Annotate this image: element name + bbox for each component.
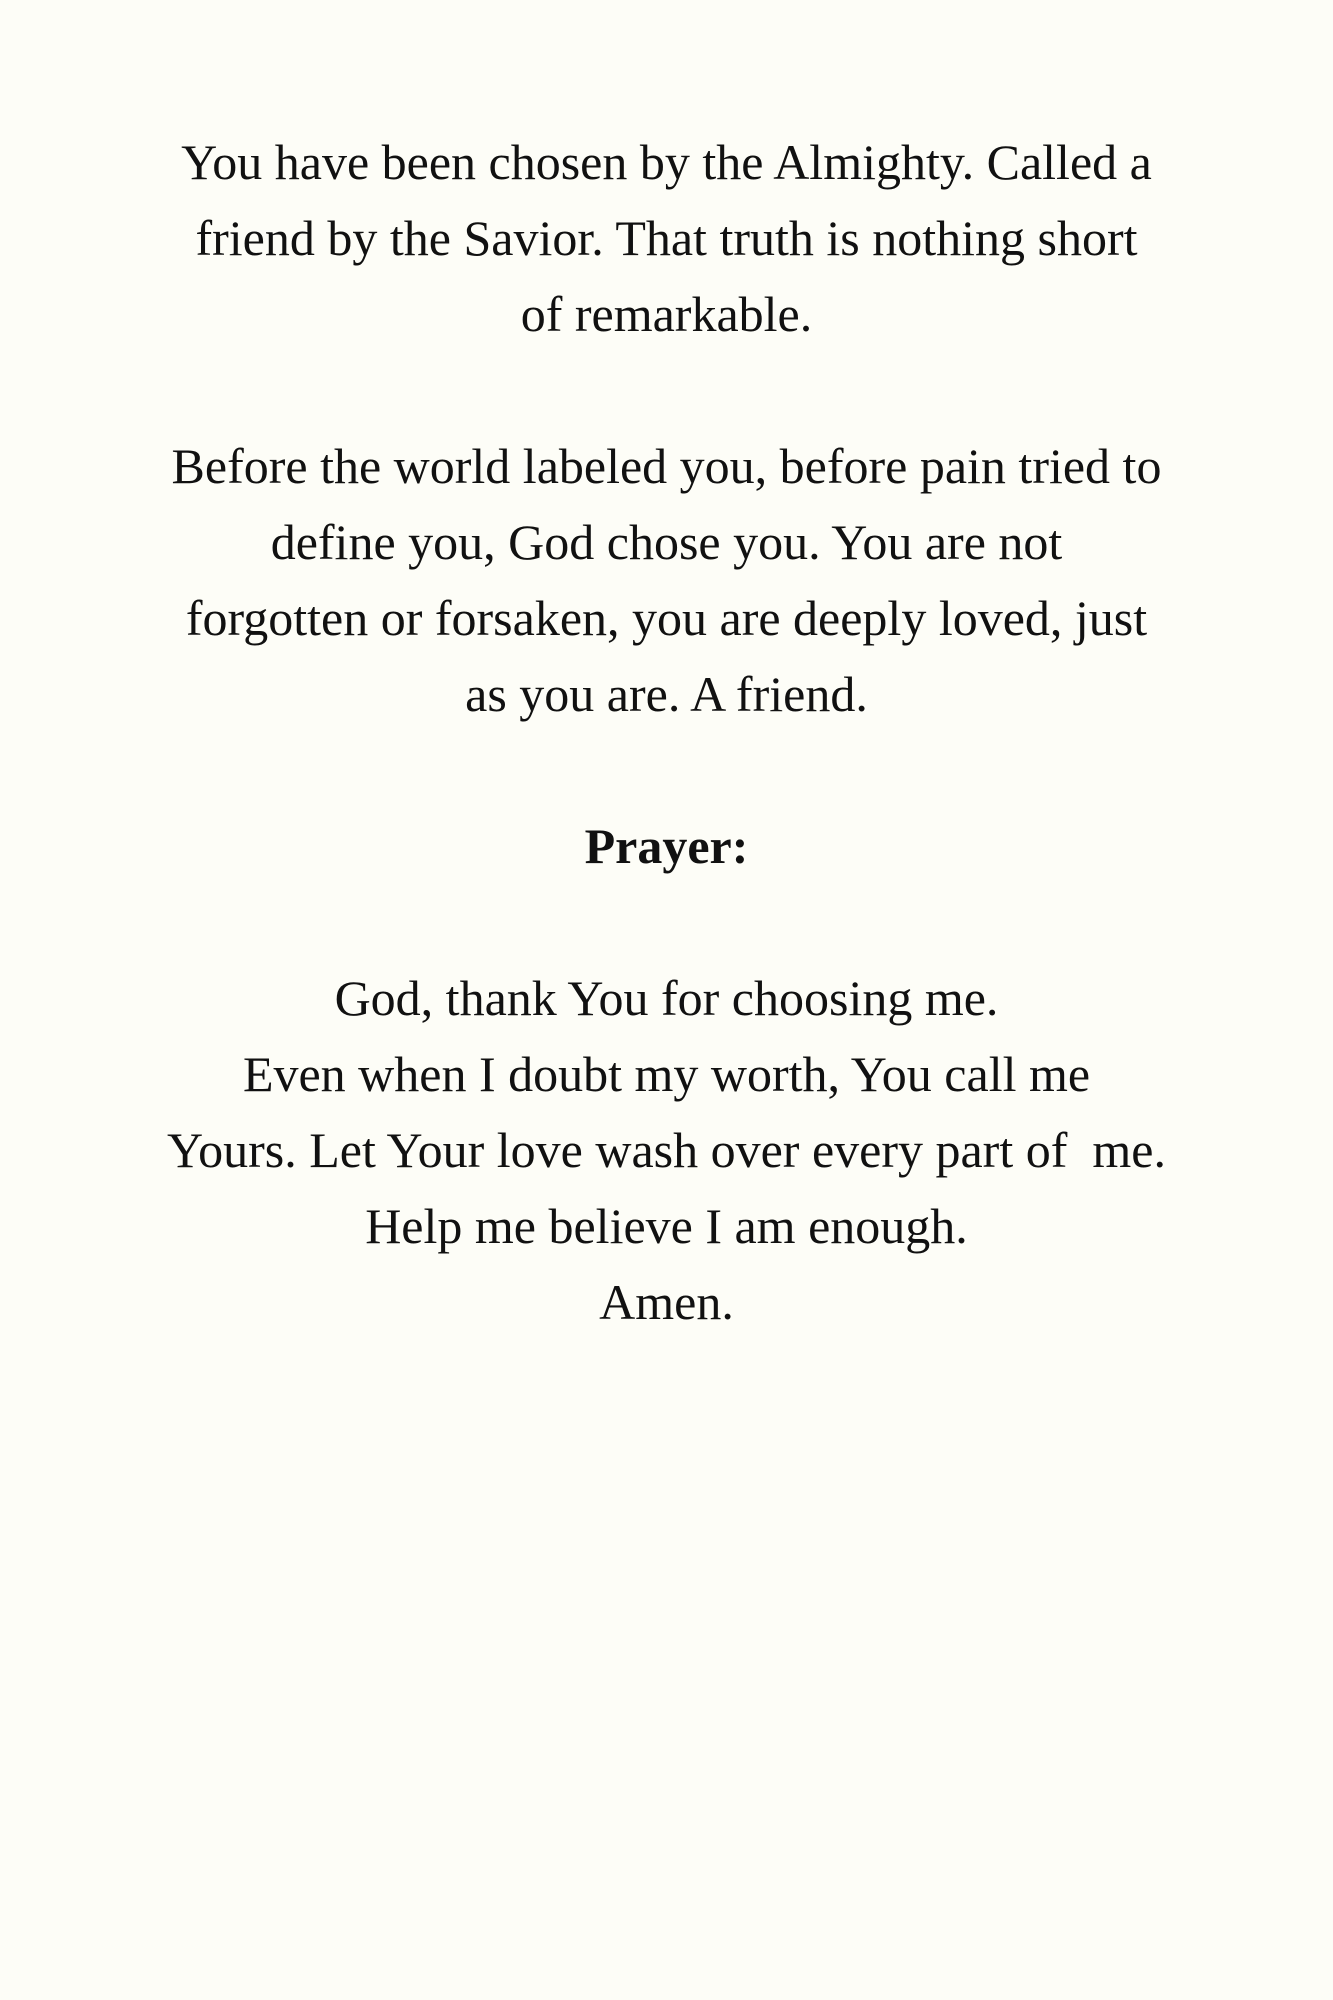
- prayer-line: Yours. Let Your love wash over every part of me.: [167, 1122, 1166, 1178]
- text-line: You have been chosen by the Almighty. Called a: [181, 134, 1152, 190]
- paragraph-before-the-world: [120, 428, 1213, 732]
- text-line: as you are. A friend.: [465, 666, 868, 722]
- text-line: friend by the Savior. That truth is nothing short: [195, 210, 1138, 266]
- prayer-heading: Prayer:: [584, 818, 749, 874]
- prayer-amen: Amen.: [599, 1274, 734, 1330]
- paragraph-chosen: [120, 124, 1213, 352]
- devotional-content: [120, 124, 1213, 1416]
- text-line: of remarkable.: [520, 286, 813, 342]
- text-line: define you, God chose you. You are not: [270, 514, 1063, 570]
- prayer-line: God, thank You for choosing me.: [334, 970, 999, 1026]
- text-line: Before the world labeled you, before pain tried to: [171, 438, 1162, 494]
- text-line: forgotten or forsaken, you are deeply loved, just: [185, 590, 1148, 646]
- prayer-line: Even when I doubt my worth, You call me: [242, 1046, 1091, 1102]
- prayer-text: [120, 960, 1213, 1340]
- prayer-line: Help me believe I am enough.: [365, 1198, 968, 1254]
